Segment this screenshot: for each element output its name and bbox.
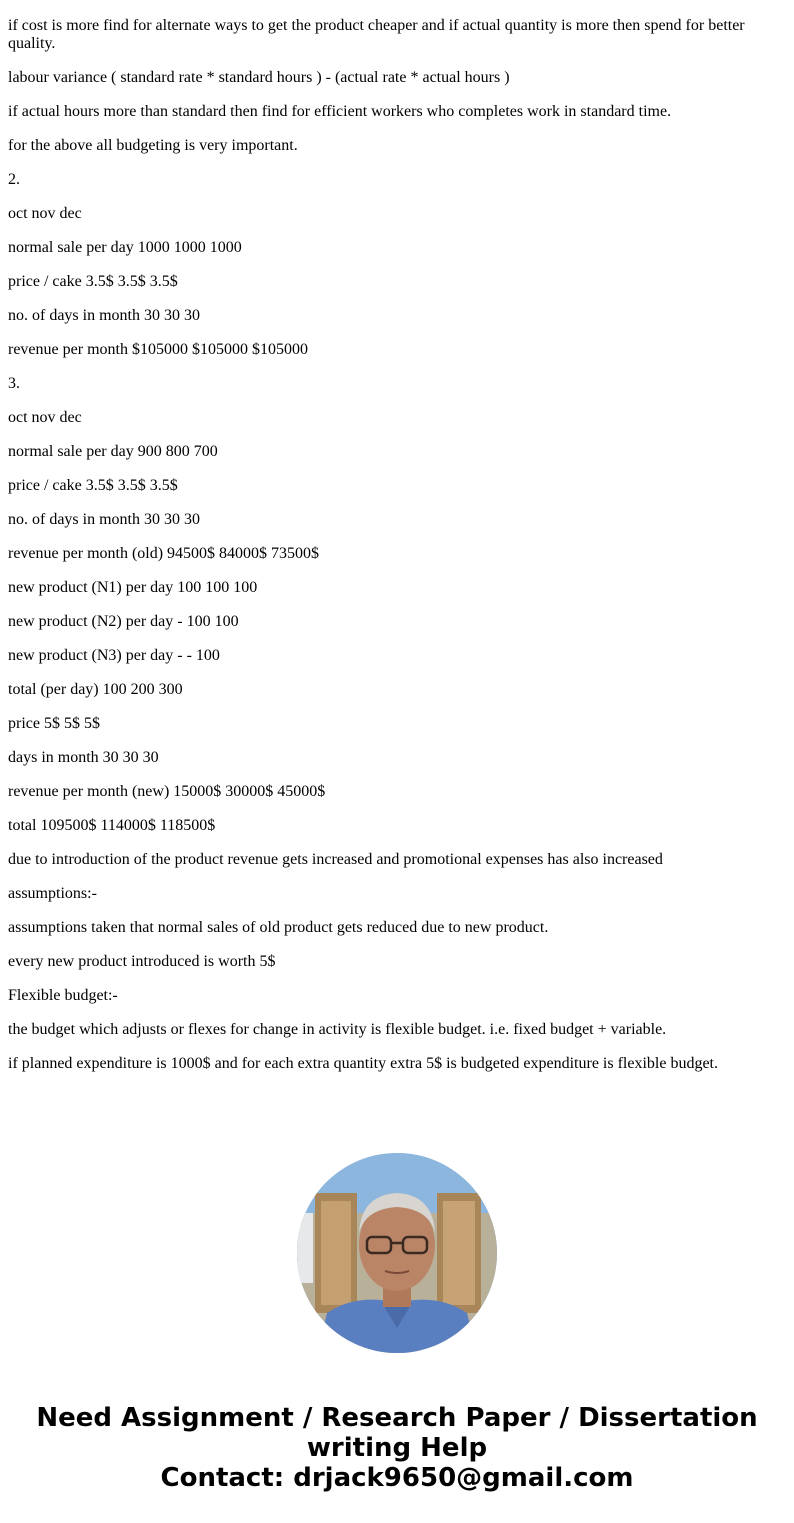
paragraph: labour variance ( standard rate * standard hours ) - (actual rate * actual hours ) (8, 69, 510, 86)
paragraph: oct nov dec (8, 205, 82, 222)
portrait-image (297, 1153, 497, 1353)
paragraph: Flexible budget:- (8, 987, 118, 1004)
help-banner (0, 1403, 794, 1493)
paragraph: new product (N1) per day 100 100 100 (8, 579, 258, 596)
paragraph: normal sale per day 900 800 700 (8, 443, 218, 460)
help-text: Need Assignment / Research Paper / Dissertation writing Help (36, 1403, 758, 1463)
paragraph: revenue per month (new) 15000$ 30000$ 45000$ (8, 783, 326, 800)
paragraph: new product (N3) per day - - 100 (8, 647, 220, 664)
paragraph: normal sale per day 1000 1000 1000 (8, 239, 242, 256)
paragraph: assumptions:- (8, 885, 97, 902)
paragraph: price / cake 3.5$ 3.5$ 3.5$ (8, 477, 178, 494)
paragraph: no. of days in month 30 30 30 (8, 307, 200, 324)
author-avatar (297, 1153, 497, 1353)
paragraph: assumptions taken that normal sales of old product gets reduced due to new product. (8, 919, 549, 936)
paragraph: oct nov dec (8, 409, 82, 426)
paragraph: total 109500$ 114000$ 118500$ (8, 817, 216, 834)
paragraph: no. of days in month 30 30 30 (8, 511, 200, 528)
paragraph: due to introduction of the product revenue gets increased and promotional expenses has also increased (8, 851, 663, 868)
paragraph: days in month 30 30 30 (8, 749, 159, 766)
paragraph: for the above all budgeting is very important. (8, 137, 298, 154)
paragraph: new product (N2) per day - 100 100 (8, 613, 239, 630)
paragraph: revenue per month (old) 94500$ 84000$ 73500$ (8, 545, 320, 562)
paragraph: 3. (8, 375, 20, 392)
paragraph (8, 0, 786, 1)
paragraph: if cost is more find for alternate ways to get the product cheaper and if actual quantity is more then spend for better quality. (8, 17, 745, 52)
paragraph: 2. (8, 171, 20, 188)
paragraph: price / cake 3.5$ 3.5$ 3.5$ (8, 273, 178, 290)
paragraph: price 5$ 5$ 5$ (8, 715, 100, 732)
paragraph: if actual hours more than standard then find for efficient workers who completes work in standard time. (8, 103, 672, 120)
document-body (8, 0, 786, 1089)
paragraph: revenue per month $105000 $105000 $105000 (8, 341, 308, 358)
paragraph: the budget which adjusts or flexes for change in activity is flexible budget. i.e. fixed budget + variable. (8, 1021, 667, 1038)
paragraph: every new product introduced is worth 5$ (8, 953, 276, 970)
contact-email[interactable]: Contact: drjack9650@gmail.com (160, 1463, 634, 1493)
paragraph: if planned expenditure is 1000$ and for each extra quantity extra 5$ is budgeted expenditure is flexible budget. (8, 1055, 718, 1072)
paragraph: total (per day) 100 200 300 (8, 681, 183, 698)
